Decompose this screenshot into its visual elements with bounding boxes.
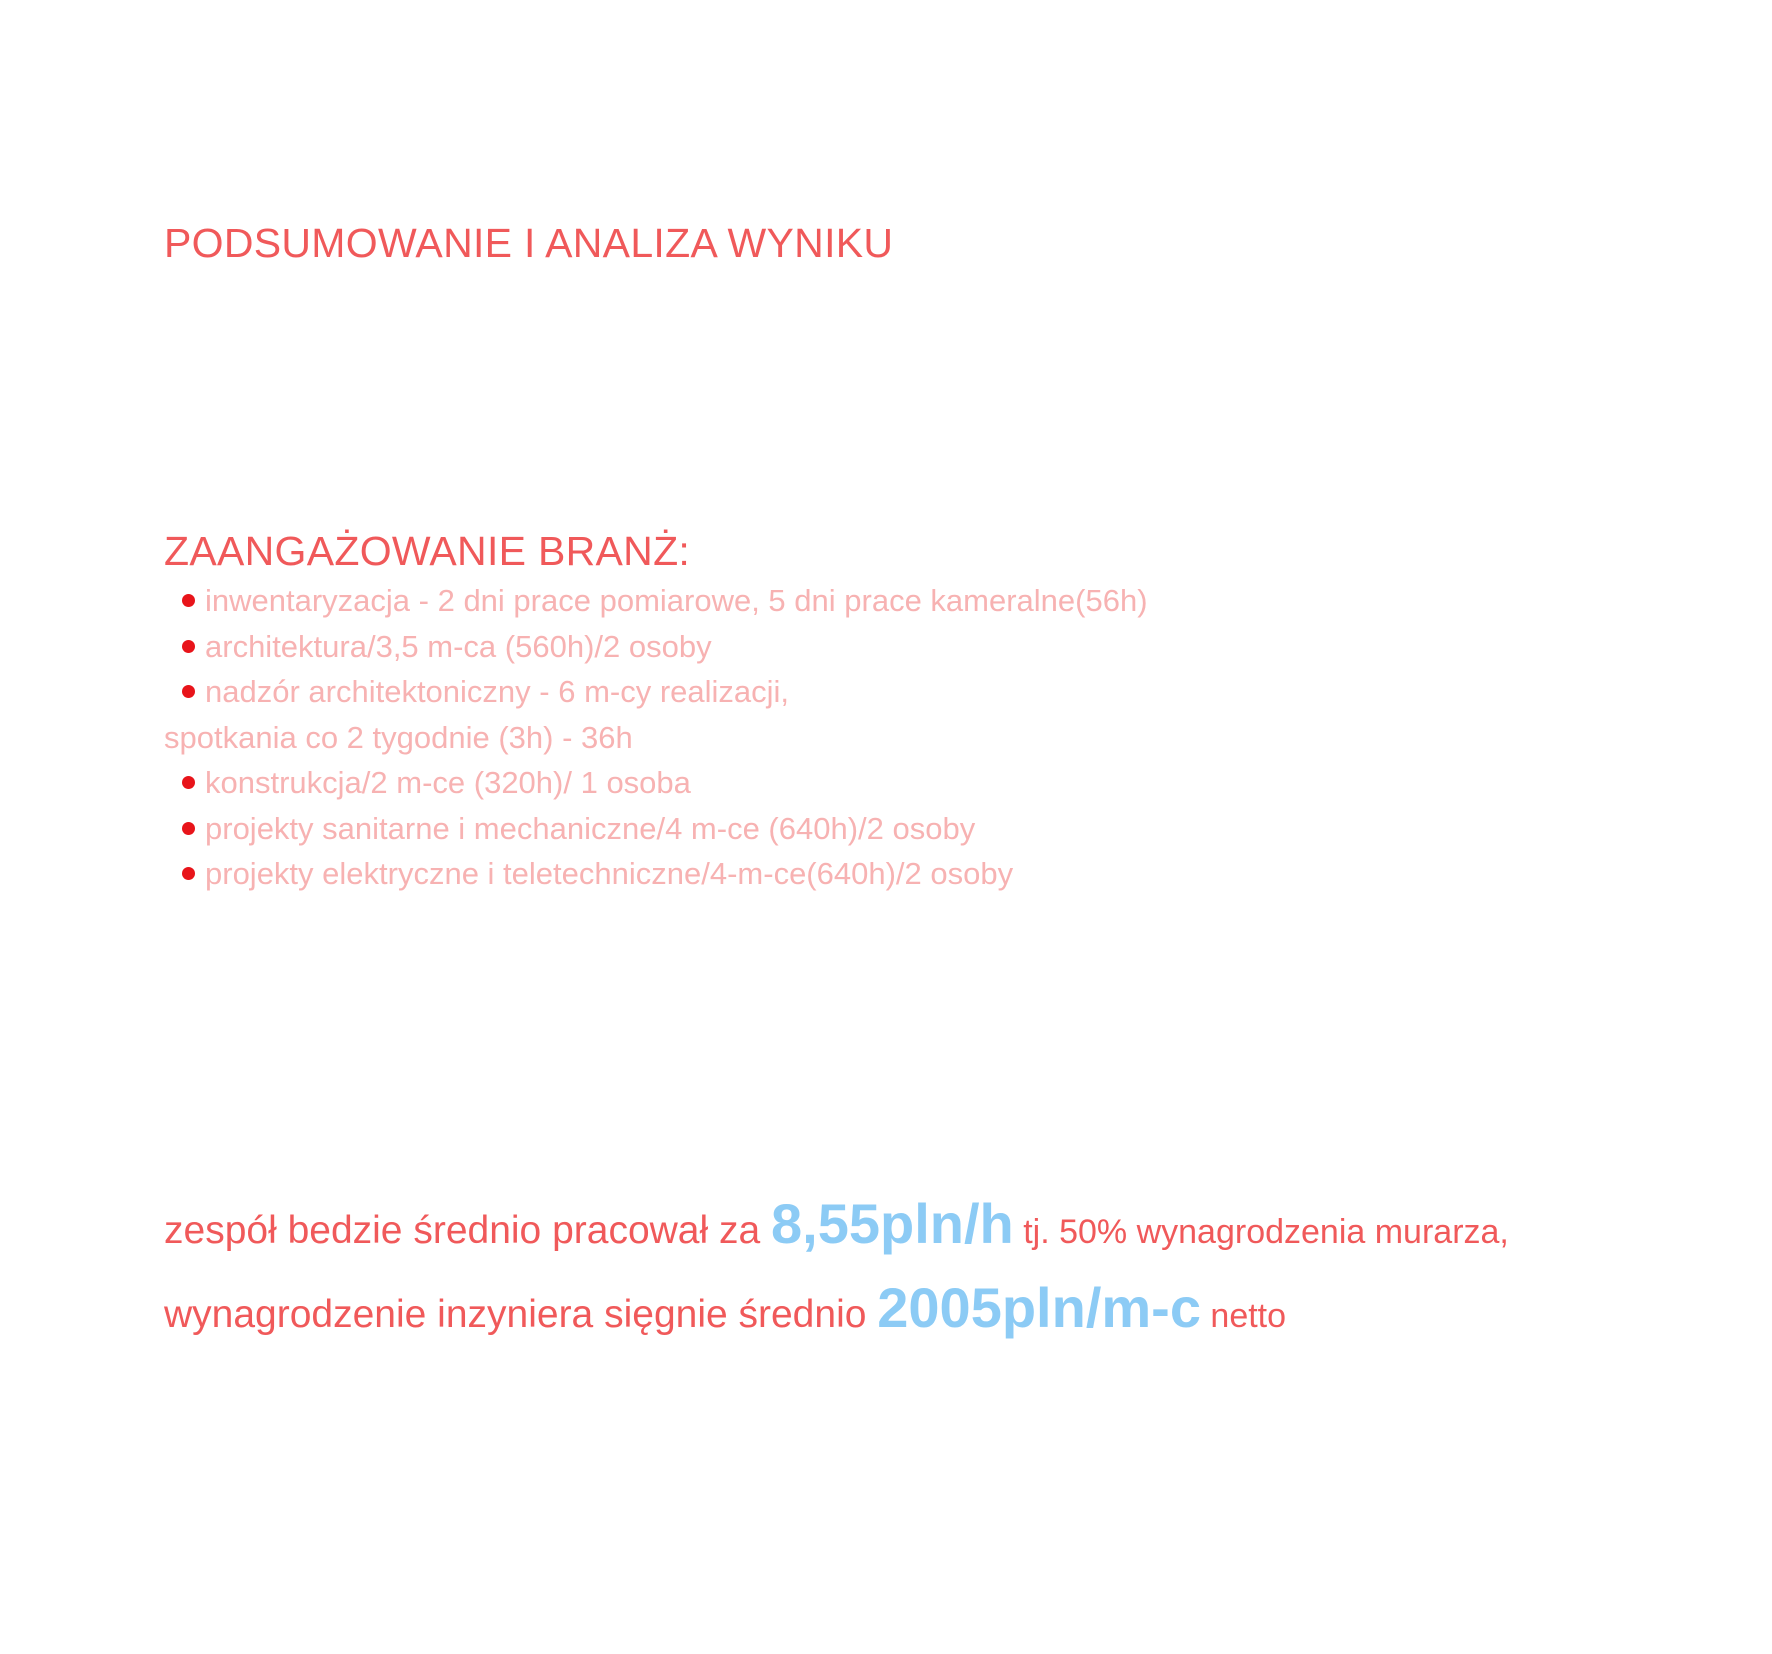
list-item [164, 851, 1148, 897]
list-item [164, 806, 1148, 852]
monthly-salary-value: 2005pln/m-c [877, 1276, 1201, 1339]
summary-line-salary [164, 1266, 1509, 1350]
list-item [164, 669, 1148, 715]
summary-line-rate [164, 1182, 1509, 1266]
summary-text: wynagrodzenie inzyniera sięgnie średnio [164, 1293, 878, 1336]
summary-text: netto [1200, 1297, 1287, 1335]
list-item-text: konstrukcja/2 m-ce (320h)/ 1 osoba [205, 765, 691, 800]
bullet-dot-icon [182, 867, 195, 880]
hourly-rate-value: 8,55pln/h [771, 1192, 1014, 1255]
section-heading: ZAANGAŻOWANIE BRANŻ: [164, 528, 691, 574]
list-item-text: projekty sanitarne i mechaniczne/4 m-ce (640h)/2 osoby [205, 810, 976, 846]
list-item-text: inwentaryzacja - 2 dni prace pomiarowe, 5 dni prace kameralne(56h) [205, 583, 1148, 618]
list-item-text: architektura/3,5 m-ca (560h)/2 osoby [205, 628, 712, 664]
summary-block [164, 1182, 1509, 1350]
list-item [164, 760, 1148, 806]
bullet-dot-icon [182, 685, 195, 698]
page-title: PODSUMOWANIE I ANALIZA WYNIKU [164, 220, 894, 266]
summary-text: tj. 50% wynagrodzenia murarza, [1013, 1213, 1509, 1251]
bullet-dot-icon [182, 594, 195, 607]
discipline-list [164, 578, 1148, 897]
list-item-text: nadzór architektoniczny - 6 m-cy realizacji, [205, 674, 790, 709]
bullet-dot-icon [182, 776, 195, 789]
list-item-text: spotkania co 2 tygodnie (3h) - 36h [164, 719, 633, 755]
list-item [164, 578, 1148, 624]
bullet-dot-icon [182, 640, 195, 653]
list-item [164, 624, 1148, 670]
bullet-dot-icon [182, 822, 195, 835]
list-item-continuation [164, 715, 1148, 761]
list-item-text: projekty elektryczne i teletechniczne/4-m-ce(640h)/2 osoby [205, 856, 1014, 891]
summary-text: zespół bedzie średnio pracował za [164, 1209, 772, 1252]
